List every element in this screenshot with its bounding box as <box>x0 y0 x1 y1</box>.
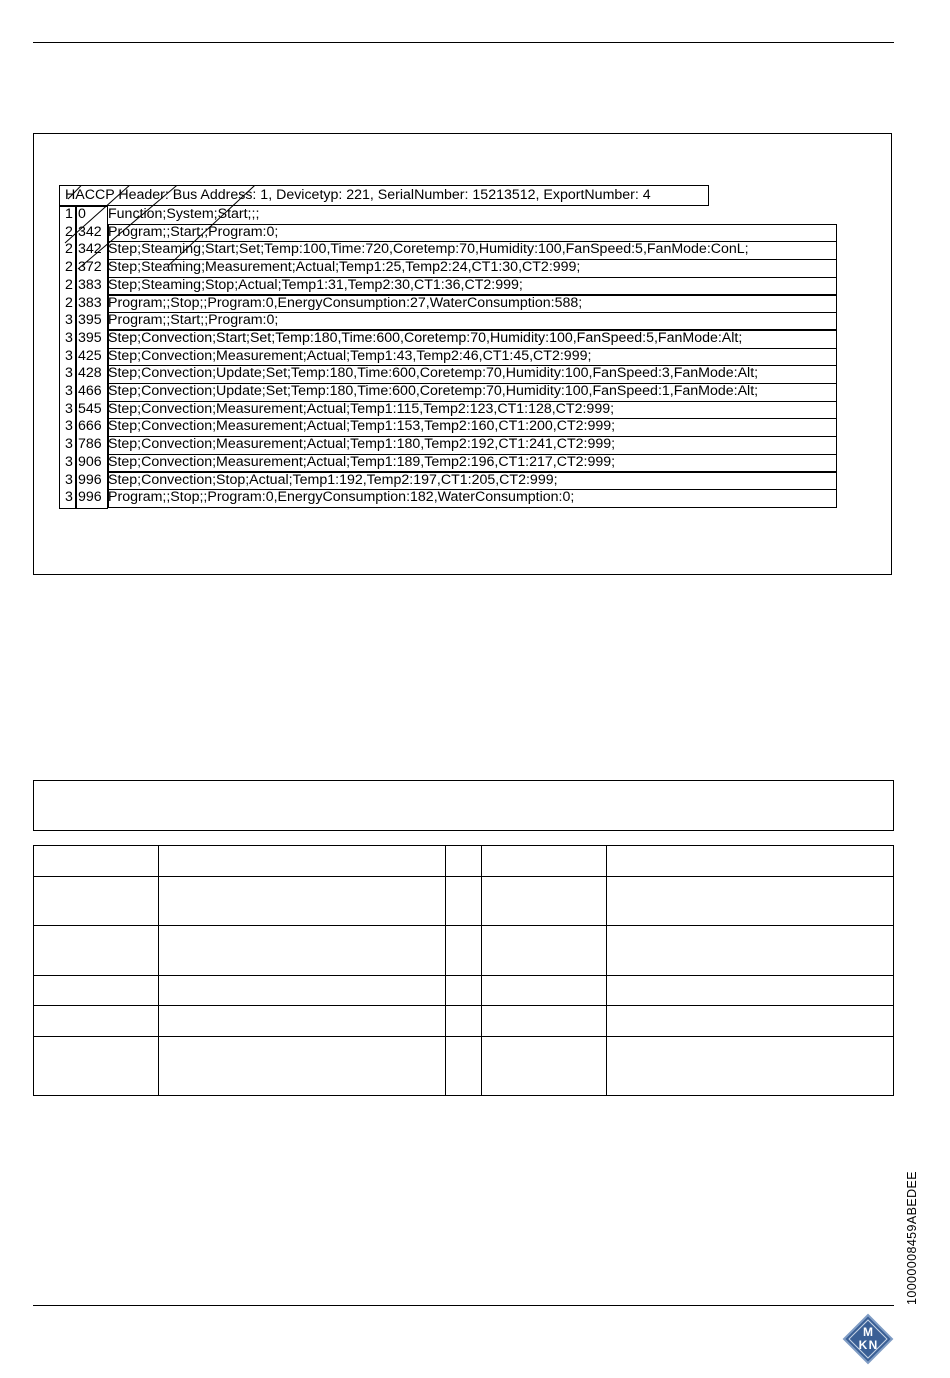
log-cell-time: 372 <box>78 259 102 276</box>
log-cell-time: 545 <box>78 400 102 417</box>
log-cell-time: 786 <box>78 436 102 453</box>
svg-text:N: N <box>868 1338 878 1352</box>
log-cell-entry: Step;Steaming;Stop;Actual;Temp1:31,Temp2:30,CT1:36,CT2:999; <box>108 276 523 293</box>
log-cell-time: 428 <box>78 365 102 382</box>
table-cell <box>446 1037 482 1096</box>
table-cell <box>607 926 894 976</box>
log-cell-entry: Program;;Start;;Program:0; <box>108 312 279 329</box>
log-cell-session: 3 <box>65 347 73 364</box>
table-cell <box>607 976 894 1006</box>
log-entry-box <box>108 348 837 367</box>
top-rule <box>33 42 894 43</box>
table-cell <box>607 877 894 926</box>
document-number: 10000008459ABEDEE <box>905 1171 919 1305</box>
log-cell-entry: Step;Convection;Update;Set;Temp:180,Time:600,Coretemp:70,Humidity:100,FanSpeed:1,FanMode:Alt; <box>108 383 759 399</box>
log-entry-box <box>108 330 837 349</box>
table-cell <box>159 1006 446 1037</box>
log-entry-box <box>108 454 837 473</box>
log-cell-session: 3 <box>65 312 73 329</box>
table-cell <box>34 846 159 877</box>
note-box <box>33 780 894 831</box>
log-cell-time: 425 <box>78 347 102 364</box>
table-cell <box>34 926 159 976</box>
log-entry-box <box>108 401 837 420</box>
table-cell <box>34 1006 159 1037</box>
log-cell-session: 3 <box>65 400 73 417</box>
log-cell-entry: Program;;Stop;;Program:0,EnergyConsumption:182,WaterConsumption:0; <box>108 489 575 506</box>
log-cell-session: 3 <box>65 453 73 470</box>
log-entry-box <box>108 489 837 508</box>
log-cell-time: 906 <box>78 453 102 470</box>
log-cell-time: 383 <box>78 294 102 311</box>
log-entry-box <box>108 418 837 437</box>
haccp-log <box>59 185 839 515</box>
log-cell-time: 395 <box>78 329 102 346</box>
log-cell-time: 395 <box>78 312 102 329</box>
log-cell-session: 2 <box>65 241 73 258</box>
log-cell-entry: Step;Convection;Measurement;Actual;Temp1:115,Temp2:123,CT1:128,CT2:999; <box>108 400 615 417</box>
table-cell <box>482 877 607 926</box>
log-cell-entry: Step;Convection;Update;Set;Temp:180,Time:600,Coretemp:70,Humidity:100,FanSpeed:3,FanMode:Alt; <box>108 365 759 382</box>
svg-text:M: M <box>863 1325 873 1339</box>
log-cell-time: 666 <box>78 418 102 435</box>
log-cell-entry: Function;System;Start;;; <box>108 206 260 222</box>
log-cell-time: 466 <box>78 383 102 399</box>
bottom-rule <box>33 1305 894 1306</box>
table-cell <box>482 976 607 1006</box>
log-cell-entry: Step;Convection;Start;Set;Temp:180,Time:600,Coretemp:70,Humidity:100,FanSpeed:5,FanMode:Alt; <box>108 329 743 346</box>
log-cell-time: 996 <box>78 471 102 488</box>
log-cell-session: 3 <box>65 436 73 453</box>
table-cell <box>446 926 482 976</box>
mkn-logo <box>842 1313 894 1365</box>
log-cell-entry: Step;Convection;Measurement;Actual;Temp1:153,Temp2:160,CT1:200,CT2:999; <box>108 418 616 435</box>
table-cell <box>446 1006 482 1037</box>
table-cell <box>607 1037 894 1096</box>
table-cell <box>607 1006 894 1037</box>
log-header: HACCP Header: Bus Address: 1, Devicetyp: 221, SerialNumber: 15213512, ExportNumber: 4 <box>65 187 651 203</box>
table-cell <box>482 926 607 976</box>
log-cell-entry: Step;Convection;Measurement;Actual;Temp1:180,Temp2:192,CT1:241,CT2:999; <box>108 436 616 453</box>
log-cell-time: 383 <box>78 276 102 293</box>
table-cell <box>159 1037 446 1096</box>
log-cell-session: 1 <box>65 206 73 222</box>
table-row <box>34 926 894 976</box>
log-program-2-box <box>108 224 837 330</box>
table-cell <box>482 1006 607 1037</box>
table-cell <box>607 846 894 877</box>
log-cell-entry: Program;;Start;;Program:0; <box>108 223 279 240</box>
table-cell <box>482 1037 607 1096</box>
log-cell-session: 3 <box>65 471 73 488</box>
log-cell-time: 342 <box>78 223 102 240</box>
log-cell-session: 2 <box>65 294 73 311</box>
table-row <box>34 877 894 926</box>
table-row <box>34 976 894 1006</box>
log-cell-session: 3 <box>65 489 73 506</box>
log-entry-box <box>108 472 837 491</box>
table-cell <box>446 976 482 1006</box>
log-cell-entry: Step;Steaming;Measurement;Actual;Temp1:25,Temp2:24,CT1:30,CT2:999; <box>108 259 581 276</box>
log-cell-entry: Step;Convection;Measurement;Actual;Temp1:43,Temp2:46,CT1:45,CT2:999; <box>108 347 592 364</box>
table-row <box>34 1006 894 1037</box>
log-header-box <box>59 185 709 206</box>
log-cell-session: 2 <box>65 259 73 276</box>
log-entry-box <box>108 365 837 384</box>
parameter-table <box>33 845 894 1096</box>
table-cell <box>34 1037 159 1096</box>
log-cell-session: 3 <box>65 383 73 399</box>
table-cell <box>446 846 482 877</box>
log-cell-time: 342 <box>78 241 102 258</box>
log-row <box>59 206 839 224</box>
log-cell-entry: Step;Convection;Stop;Actual;Temp1:192,Temp2:197,CT1:205,CT2:999; <box>108 471 558 488</box>
log-cell-entry: Step;Steaming;Start;Set;Temp:100,Time:720,Coretemp:70,Humidity:100,FanSpeed:5,FanMode:ConL; <box>108 241 749 258</box>
log-cell-session: 2 <box>65 276 73 293</box>
table-cell <box>446 877 482 926</box>
table-cell <box>34 877 159 926</box>
log-cell-session: 3 <box>65 365 73 382</box>
table-row <box>34 846 894 877</box>
log-cell-entry: Step;Convection;Measurement;Actual;Temp1:189,Temp2:196,CT1:217,CT2:999; <box>108 453 616 470</box>
table-cell <box>159 926 446 976</box>
table-cell <box>159 877 446 926</box>
log-cell-time: 0 <box>78 206 86 222</box>
table-cell <box>482 846 607 877</box>
log-entry-box <box>108 383 837 402</box>
log-cell-entry: Program;;Stop;;Program:0,EnergyConsumption:27,WaterConsumption:588; <box>108 294 583 311</box>
log-cell-session: 2 <box>65 223 73 240</box>
log-cell-session: 3 <box>65 418 73 435</box>
table-cell <box>159 976 446 1006</box>
log-cell-session: 3 <box>65 329 73 346</box>
log-cell-time: 996 <box>78 489 102 506</box>
table-row <box>34 1037 894 1096</box>
table-cell <box>159 846 446 877</box>
log-entry-box <box>108 436 837 455</box>
svg-text:K: K <box>858 1338 868 1352</box>
table-cell <box>34 976 159 1006</box>
